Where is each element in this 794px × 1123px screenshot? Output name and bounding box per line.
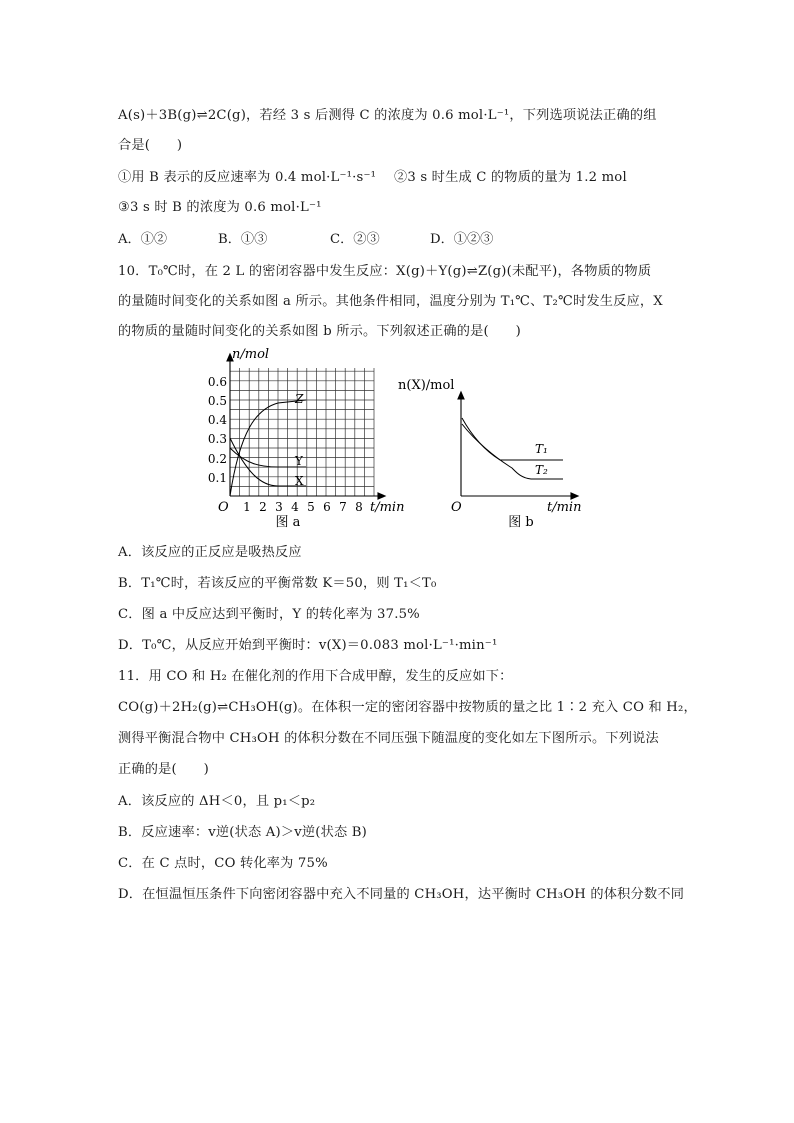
fig-a-x-tick: 3 [275,500,283,514]
fig-a-curve-label-z: Z [295,392,304,406]
q10-option-d: D．T₀℃，从反应开始到平衡时：v(X)＝0.083 mol·L⁻¹·min⁻¹ [118,638,498,653]
q10-figures [196,346,596,536]
fig-a-curve-label-x: X [295,474,304,488]
q10-stem-line-2: 的量随时间变化的关系如图 a 所示。其他条件相同，温度分别为 T₁℃、T₂℃时发生反应，X [118,294,663,309]
fig-a-y-axis-label: n/mol [232,347,270,362]
fig-b-origin-label: O [451,500,462,515]
q10-option-b: B．T₁℃时，若该反应的平衡常数 K＝50，则 T₁＜T₀ [118,576,437,591]
q9-option-b: B．①③ [218,232,268,247]
fig-a-x-tick: 1 [243,500,251,514]
q10-stem-line-1: 10．T₀℃时，在 2 L 的密闭容器中发生反应：X(g)＋Y(g)⇌Z(g)(未配平)，各物质的物质 [118,264,652,279]
fig-a-y-tick: 0.6 [207,375,227,389]
q10-stem-line-3: 的物质的量随时间变化的关系如图 b 所示。下列叙述正确的是( ) [118,324,521,339]
fig-a-x-tick: 8 [355,500,363,514]
fig-a-y-tick: 0.4 [207,413,227,427]
fig-a-y-tick: 0.3 [207,432,227,446]
q9-option-a: A．①② [118,232,168,247]
q11-stem-line-2: CO(g)＋2H₂(g)⇌CH₃OH(g)。在体积一定的密闭容器中按物质的量之比 1∶2 充入 CO 和 H₂， [118,700,697,715]
fig-b-curve-label-t2: T₂ [535,463,548,477]
fig-a-caption: 图 a [275,515,301,530]
fig-a-x-tick: 2 [259,500,267,514]
fig-a-x-tick: 5 [307,500,315,514]
q9-option-c: C．②③ [330,232,380,247]
fig-b-curve-label-t1: T₁ [535,442,548,456]
q11-stem-line-4: 正确的是( ) [118,762,210,777]
fig-a-x-axis-label: t/min [370,500,405,515]
q11-option-b: B．反应速率：v逆(状态 A)＞v逆(状态 B) [118,825,368,840]
fig-b-y-axis-label: n(X)/mol [398,378,455,393]
q9-stem-line-2: 合是( ) [118,138,183,153]
q11-option-c: C．在 C 点时，CO 转化率为 75% [118,856,328,871]
q11-option-d: D．在恒温恒压条件下向密闭容器中充入不同量的 CH₃OH，达平衡时 CH₃OH 的体积分数不同 [118,887,685,902]
q9-statement-line-1: ①用 B 表示的反应速率为 0.4 mol·L⁻¹·s⁻¹ ②3 s 时生成 C 的物质的量为 1.2 mol [118,170,627,185]
fig-a-x-tick: 4 [291,500,299,514]
fig-a-x-tick: 6 [323,500,331,514]
q10-option-c: C．图 a 中反应达到平衡时，Y 的转化率为 37.5% [118,607,420,622]
fig-b-caption: 图 b [508,515,534,530]
q9-option-d: D．①②③ [430,232,494,247]
fig-b-x-axis-label: t/min [547,500,582,515]
fig-b-axes [458,392,578,499]
fig-a-y-ticks [208,375,227,485]
fig-a-y-tick: 0.5 [207,394,227,408]
fig-a-curve-label-y: Y [295,454,303,468]
q11-stem-line-1: 11．用 CO 和 H₂ 在催化剂的作用下合成甲醇，发生的反应如下： [118,669,513,684]
fig-b-curve-t2 [462,424,563,479]
fig-a-x-ticks [243,500,363,514]
q9-statement-line-2: ③3 s 时 B 的浓度为 0.6 mol·L⁻¹ [118,200,322,215]
fig-a-axes [227,354,385,499]
fig-a-origin-label: O [218,500,229,515]
fig-a-y-tick: 0.2 [207,452,227,466]
q10-option-a: A．该反应的正反应是吸热反应 [118,545,302,560]
q9-stem-line-1: A(s)＋3B(g)⇌2C(g)，若经 3 s 后测得 C 的浓度为 0.6 mol·L⁻¹，下列选项说法正确的组 [118,108,657,123]
fig-a-y-tick: 0.1 [207,471,227,485]
fig-a-x-tick: 7 [339,500,347,514]
q11-option-a: A．该反应的 ΔH＜0，且 p₁＜p₂ [118,794,316,809]
q11-stem-line-3: 测得平衡混合物中 CH₃OH 的体积分数在不同压强下随温度的变化如左下图所示。下列说法 [118,731,659,746]
fig-b-curve-t1 [462,418,563,460]
